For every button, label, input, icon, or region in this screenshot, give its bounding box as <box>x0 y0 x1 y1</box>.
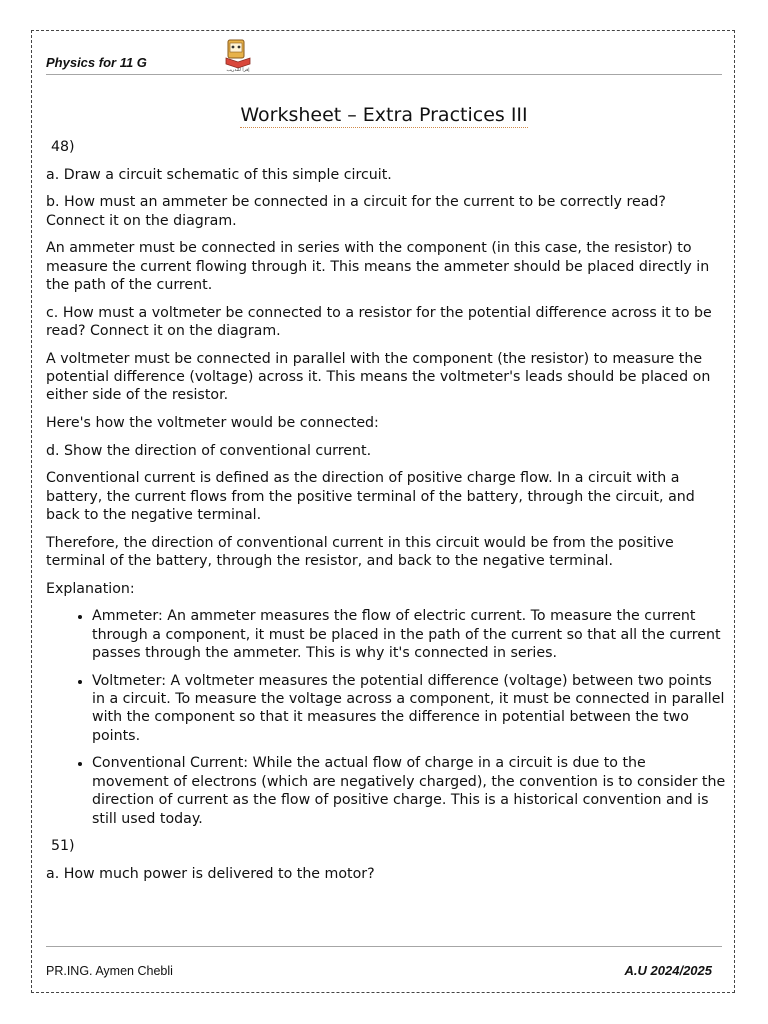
question-part-c: c. How must a voltmeter be connected to a resistor for the potential difference across it to be read? Connect it on the diagram. <box>46 304 712 339</box>
explanation-item-ammeter: • Ammeter: An ammeter measures the flow of electric current. To measure the current through a component, it must be placed in the path of the current so that all the current passes through the ammeter. This is why it's connected in series. <box>92 607 726 662</box>
explanation-label: Explanation: <box>46 580 135 597</box>
answer-part-b: An ammeter must be connected in series with the component (in this case, the resistor) to measure the current flowing through it. This means the ammeter should be placed directly in the path of the current. <box>46 240 710 293</box>
question-number: 51) <box>51 838 75 855</box>
header-title: Physics for 11 G <box>46 55 147 70</box>
footer-author: PR.ING. Aymen Chebli <box>46 964 173 978</box>
school-logo-icon <box>222 38 254 72</box>
explanation-list <box>46 607 726 828</box>
footer-year: A.U 2024/2025 <box>624 963 712 978</box>
worksheet-title-text: Worksheet – Extra Practices III <box>240 104 528 126</box>
question-part-d: d. Show the direction of conventional current. <box>46 442 372 459</box>
question-part-b: b. How must an ammeter be connected in a circuit for the current to be correctly read? Connect it on the diagram. <box>46 194 666 229</box>
worksheet-body <box>46 138 726 892</box>
answer-part-d-conclusion: Therefore, the direction of conventional current in this circuit would be from the positive terminal of the battery, through the resistor, and back to the negative terminal. <box>46 534 674 569</box>
logo-caption: إقرأ للتدريب <box>226 68 250 72</box>
answer-part-d: Conventional current is defined as the direction of positive charge flow. In a circuit with a battery, the current flows from the positive terminal of the battery, through the circuit, and back to the negative terminal. <box>46 470 695 523</box>
answer-part-c: A voltmeter must be connected in parallel with the component (the resistor) to measure the potential difference (voltage) across it. This means the voltmeter's leads should be placed on either side of the resistor. <box>46 350 711 404</box>
page-header <box>46 44 722 75</box>
footer-divider <box>46 946 722 947</box>
worksheet-title <box>0 104 768 126</box>
answer-part-c-note: Here's how the voltmeter would be connected: <box>46 415 379 431</box>
question-number: 48) <box>51 139 75 155</box>
explanation-item-conventional-current: • Conventional Current: While the actual flow of charge in a circuit is due to the movement of electrons (which are negatively charged), the convention is to consider the direction of current as the flow of positive charge. This is a historical convention and is still used today. <box>92 754 726 828</box>
question-part-a: a. Draw a circuit schematic of this simple circuit. <box>46 166 392 183</box>
explanation-item-voltmeter: • Voltmeter: A voltmeter measures the potential difference (voltage) between two points in a circuit. To measure the voltage across a component, it must be connected in parallel with the component so that it measures the difference in potential between the two points. <box>92 672 726 746</box>
question-part-a: a. How much power is delivered to the motor? <box>46 865 375 882</box>
